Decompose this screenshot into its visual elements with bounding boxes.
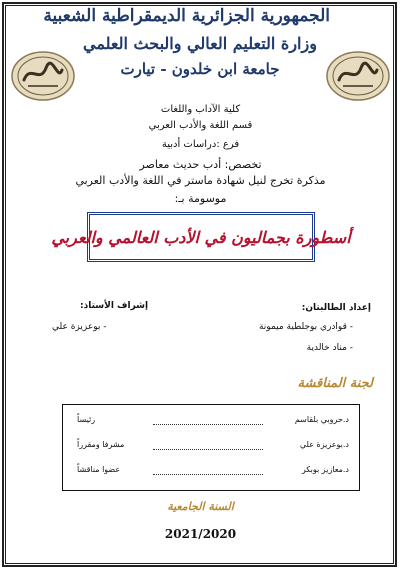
students-heading: إعداد الطالبتان: [301,303,371,313]
committee-row [63,465,359,479]
republic-heading: الجمهورية الجزائرية الديمقراطية الشعبية [43,6,330,26]
dotted-leader [153,474,263,475]
committee-heading: لجنة المناقشة [297,376,373,391]
specialty-name: تخصص: أدب حديث معاصر [139,158,262,171]
committee-box [62,404,360,491]
memo-description: مذكرة تخرج لنيل شهادة ماستر في اللغة والأدب العربي [75,174,326,187]
university-seal-icon [325,50,391,102]
thesis-title-box [51,212,351,262]
supervisor-name: - بوعزيزة علي [52,322,107,332]
ministry-heading: وزارة التعليم العالي والبحث العلمي [83,34,317,53]
committee-member-name: د.حروبي بلقاسم [294,415,349,424]
committee-member-name: د.معازيز بوبكر [301,465,349,474]
committee-member-name: د.بوعزيزة علي [299,440,349,449]
university-seal-icon [10,50,76,102]
committee-member-role: مشرفا ومقرراً [77,440,125,449]
thesis-title: أسطورة بجماليون في الأدب العالمي والعربي [51,227,351,247]
university-heading: جامعة ابن خلدون - تيارت [120,60,280,78]
student-name: - قوادري بوجلطية ميمونة [258,322,353,332]
supervisor-heading: إشراف الأستاذ: [80,301,149,311]
committee-row [63,415,359,429]
faculty-name: كلية الآداب واللغات [160,104,241,115]
department-name: قسم اللغة والأدب العربي [148,120,253,131]
committee-member-role: عضوا مناقشاً [77,465,121,474]
committee-row [63,440,359,454]
academic-year-label: السنة الجامعية [167,500,234,513]
academic-year: 2021/2020 [164,527,237,541]
student-name: - مناد خالدية [306,343,353,353]
titled-label: موسومة بـ: [174,192,227,205]
committee-member-role: رئيساً [77,415,96,424]
branch-name: فرع :دراسات أدبية [161,139,240,150]
dotted-leader [153,424,263,425]
dotted-leader [153,449,263,450]
